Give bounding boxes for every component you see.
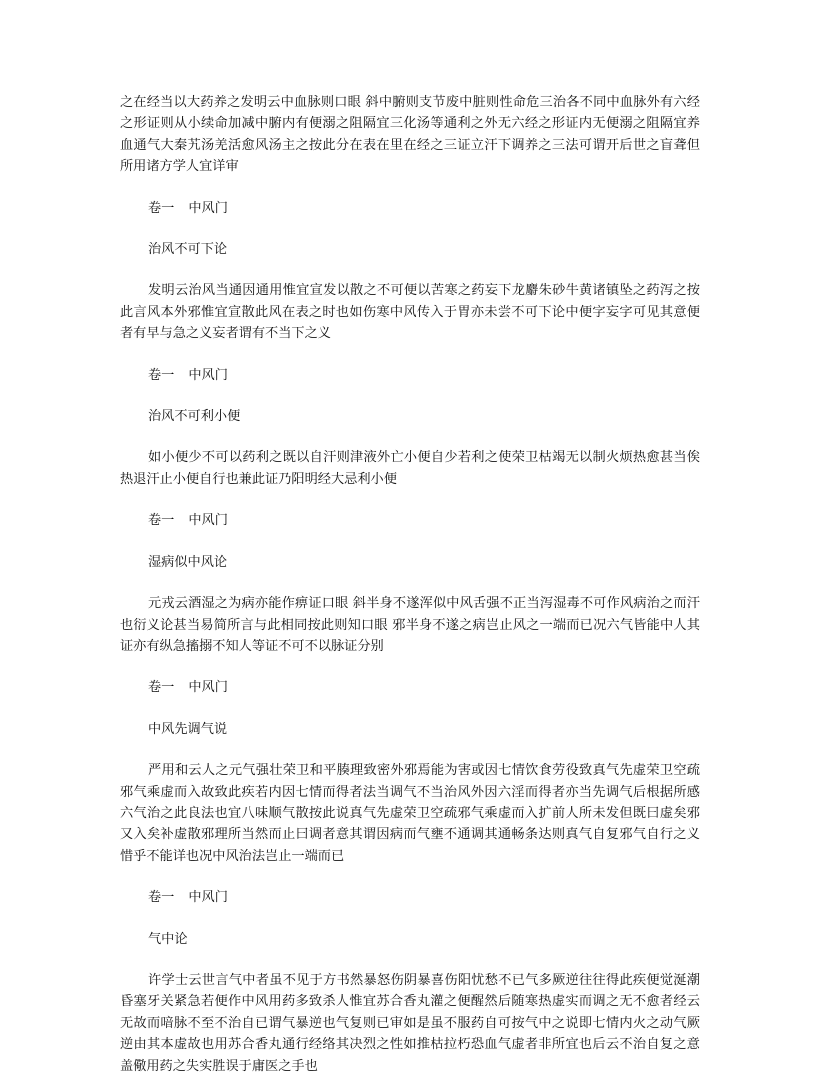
section-heading-volume	[120, 677, 700, 698]
volume-label: 卷一	[148, 367, 175, 383]
volume-label: 卷一	[148, 890, 175, 906]
section-heading-volume	[120, 365, 700, 386]
chapter-label: 中风门	[188, 513, 228, 529]
section-title: 治风不可下论	[148, 242, 228, 258]
paragraph-body: 严用和云人之元气强壮荣卫和平腠理致密外邪焉能为害或因七情饮食劳役致真气先虚荣卫空疏邪气乘虚而入故致此疾若内因七情而得者法当调气不当治风外因六淫而得者亦当先调气后根据所感六气治之此良法也宜八味顺气散按此说真气先虚荣卫空疏邪气乘虚而入扩前人所未发但既曰虚矣邪又入矣补虚散邪理所当然而止曰调者意其谓因病而气壅不通调其通畅条达则真气自复邪气自行之义惜乎不能详也况中风治法岂止一端而已	[120, 763, 700, 864]
section-title: 湿病似中风论	[148, 554, 228, 570]
section-title: 治风不可利小便	[148, 409, 241, 425]
document-page	[120, 92, 700, 1077]
chapter-label: 中风门	[188, 367, 228, 383]
section-heading-volume	[120, 887, 700, 908]
volume-label: 卷一	[148, 680, 175, 696]
volume-label: 卷一	[148, 200, 175, 216]
chapter-label: 中风门	[188, 200, 228, 216]
paragraph-body: 发明云治风当通因通用惟宜宣发以散之不可便以苦寒之药妄下龙麝朱砂牛黄诸镇坠之药泻之按此言风本外邪惟宜宣散此风在表之时也如伤寒中风传入于胃亦未尝不可下论中便字妄字可见其意便者有早与急之义妄者谓有不当下之义	[120, 283, 700, 342]
section-heading-volume	[120, 198, 700, 219]
volume-label: 卷一	[148, 513, 175, 529]
section-heading-volume	[120, 510, 700, 531]
paragraph-body: 如小便少不可以药利之既以自汗则津液外亡小便自少若利之使荣卫枯竭无以制火烦热愈甚当俟热退汗止小便自行也兼此证乃阳明经大忌利小便	[120, 450, 700, 487]
paragraph-body: 元戎云酒湿之为病亦能作痹证口眼 斜半身不遂浑似中风舌强不正当泻湿毒不可作风病治之而汗也衍义论甚当易简所言与此相同按此则知口眼 邪半身不遂之病岂止风之一端而已况六气皆能中人其证亦有纵急搐搦不知人等证不可不以脉证分别	[120, 596, 700, 654]
section-title: 中风先调气说	[148, 721, 228, 737]
paragraph-intro: 之在经当以大药养之发明云中血脉则口眼 斜中腑则支节废中脏则性命危三治各不同中血脉外有六经之形证则从小续命加减中腑内有便溺之阻隔宜三化汤等通利之外无六经之形证内无便溺之阻隔宜养血通气大秦艽汤羌活愈风汤主之按此分在表在里在经之三证立汗下调养之三法可谓开后世之盲聋但所用诸方学人宜详审	[120, 95, 700, 175]
chapter-label: 中风门	[188, 890, 228, 906]
section-title: 气中论	[148, 931, 188, 947]
chapter-label: 中风门	[188, 680, 228, 696]
paragraph-body: 许学士云世言气中者虽不见于方书然暴怒伤阴暴喜伤阳忧愁不已气多厥逆往往得此疾便觉涎潮昏塞牙关紧急若便作中风用药多致杀人惟宜苏合香丸灌之便醒然后随寒热虚实而调之无不愈者经云无故而喑脉不至不治自已谓气暴逆也气复则已审如是虽不服药自可按气中之说即七情内火之动气厥逆由其本虚故也用苏合香丸通行经络其决烈之性如推枯拉朽恐血气虚者非所宜也后云不治自复之意盖儆用药之失实胜误于庸医之手也	[120, 972, 700, 1074]
